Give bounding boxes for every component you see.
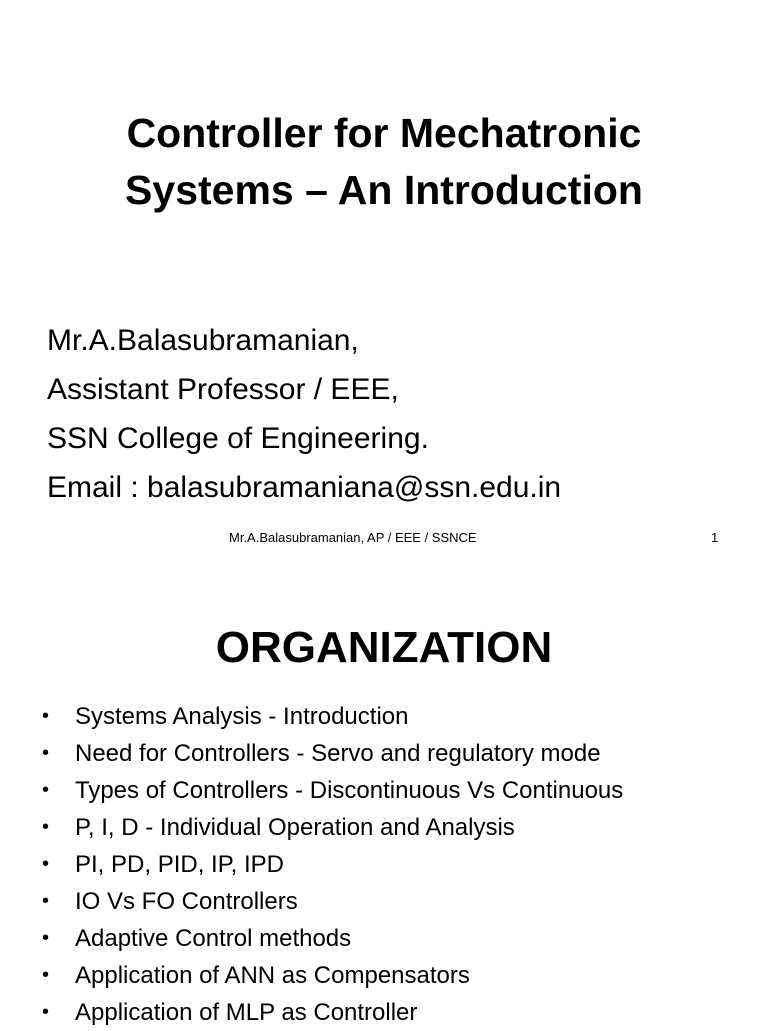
author-info: [47, 316, 561, 512]
bullet-icon: •: [42, 964, 50, 986]
bullet-icon: •: [42, 816, 50, 838]
slide-title-line-1: Controller for Mechatronic: [126, 110, 642, 156]
list-item-text: Need for Controllers - Servo and regulatory mode: [75, 740, 601, 767]
list-item-text: Types of Controllers - Discontinuous Vs Continuous: [75, 777, 624, 804]
list-item-text: IO Vs FO Controllers: [75, 888, 298, 915]
list-item-text: Application of ANN as Compensators: [75, 962, 470, 989]
list-item: [42, 994, 623, 1031]
list-item: [42, 809, 623, 846]
slide-title-line-2: Systems – An Introduction: [125, 167, 643, 213]
list-item-text: PI, PD, PID, IP, IPD: [75, 851, 284, 878]
bullet-icon: •: [42, 779, 50, 801]
bullet-icon: •: [42, 853, 50, 875]
slide-title: [0, 105, 768, 219]
slide-2: [0, 560, 768, 1024]
slide-heading: ORGANIZATION: [215, 623, 553, 672]
bullet-icon: •: [42, 890, 50, 912]
author-institution: SSN College of Engineering.: [47, 422, 429, 455]
list-item-text: Application of MLP as Controller: [75, 999, 418, 1026]
bullet-icon: •: [42, 705, 50, 727]
list-item: [42, 883, 623, 920]
slide-footer-text: Mr.A.Balasubramanian, AP / EEE / SSNCE: [229, 530, 477, 545]
list-item: [42, 698, 623, 735]
author-email: Email : balasubramaniana@ssn.edu.in: [47, 471, 562, 504]
list-item: [42, 957, 623, 994]
slide-page-number: 1: [711, 530, 719, 545]
bullet-icon: •: [42, 927, 50, 949]
bullet-icon: •: [42, 742, 50, 764]
author-name: Mr.A.Balasubramanian,: [47, 324, 359, 357]
author-position: Assistant Professor / EEE,: [47, 373, 399, 406]
list-item-text: Systems Analysis - Introduction: [75, 703, 409, 730]
list-item: [42, 772, 623, 809]
list-item-text: P, I, D - Individual Operation and Analysis: [75, 814, 515, 841]
list-item: [42, 735, 623, 772]
list-item-text: Adaptive Control methods: [75, 925, 352, 952]
bullet-list: [42, 698, 623, 1031]
list-item: [42, 920, 623, 957]
list-item: [42, 846, 623, 883]
bullet-icon: •: [42, 1001, 50, 1023]
